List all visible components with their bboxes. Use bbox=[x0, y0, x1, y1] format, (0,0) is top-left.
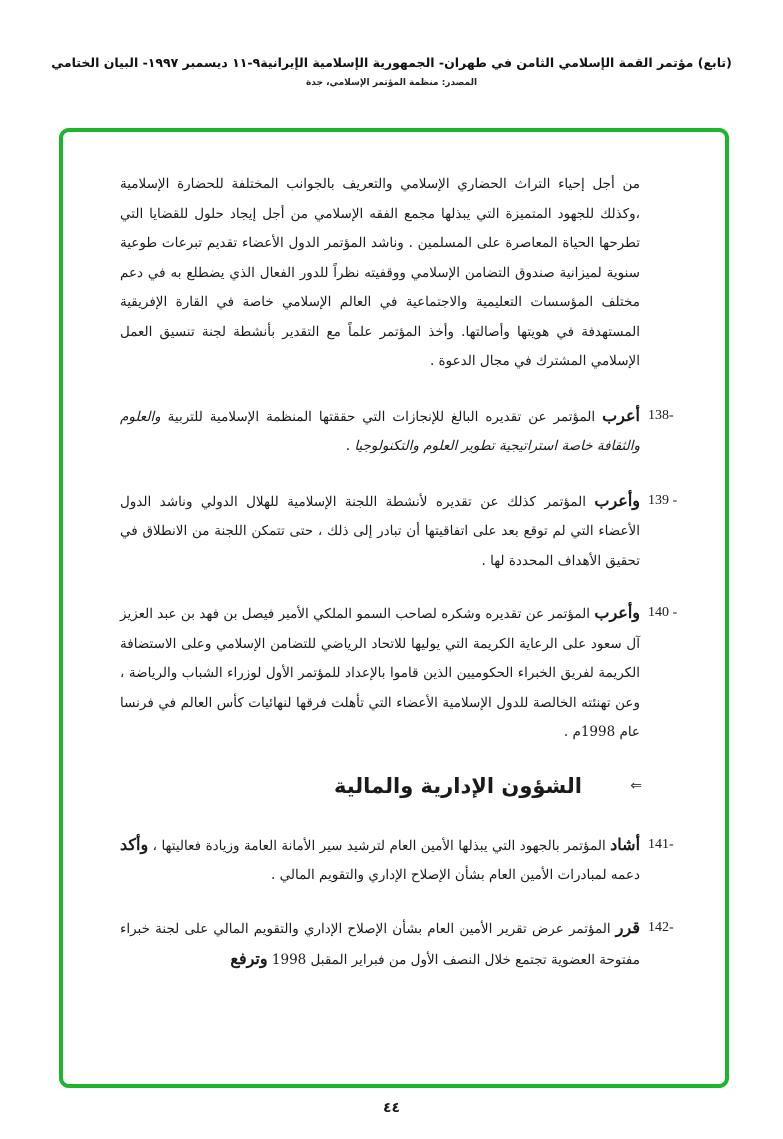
page-header bbox=[0, 55, 783, 88]
item-text: المؤتمر عرض تقرير الأمين العام بشأن الإصلاح الإداري والتقويم المالي على لجنة خبراء مفتوحة العضوية تجتمع خلال النصف الأول من فبراير المقبل 1998 bbox=[120, 920, 640, 968]
intro-paragraph: من أجل إحياء التراث الحضاري الإسلامي والتعريف بالجوانب المختلفة للحضارة الإسلامية ،وكذلك للجهود المتميزة التي يبذلها مجمع الفقه الإسلامي من أجل إيجاد حلول للقضايا التي تطرحها الحياة المعاصرة على المسلمين . وناشد المؤتمر الدول الأعضاء تقديم تبرعات طوعية سنوية لميزانية صندوق التضامن الإسلامي ووقفيته نظراً للدور الفعال الذي يضطلع به في دعم مختلف المؤسسات التعليمية والاجتماعية في العالم الإسلامي خاصة في القارة الإفريقية المستهدفة في هويتها وأصالتها. وأخذ المؤتمر علماً مع التقدير بأنشطة لجنة تنسيق العمل الإسلامي المشترك في مجال الدعوة . bbox=[120, 176, 640, 369]
item-text: المؤتمر عن تقديره وشكره لصاحب السمو الملكي الأمير فيصل بن فهد بن عبد العزيز آل سعود على الرعاية الكريمة التي يوليها للاتحاد الرياضي للتضامن الإسلامي وعلى الاستضافة الكريمة لفريق الخبراء الحكوميين الذين قاموا بالإعداد للمؤتمر الأول لوزراء الشباب والرياضة ، وعن تهنئته الخالصة للدول الإسلامية الأعضاء التي تأهلت فرقها لنهائيات كأس العالم في فرنسا عام 1998م . bbox=[120, 606, 640, 740]
resolution-141 bbox=[120, 830, 674, 891]
item-text: المؤتمر كذلك عن تقديره لأنشطة اللجنة الإسلامية للهلال الدولي وناشد الدول الأعضاء التي لم توقع بعد على اتفاقيتها أن تبادر إلى ذلك ، حتى تتمكن اللجنة من الانطلاق في تحقيق الأهداف المحددة لها . bbox=[120, 493, 640, 569]
page-number: ٤٤ bbox=[382, 1100, 401, 1116]
section-title: الشؤون الإدارية والمالية bbox=[333, 773, 582, 798]
item-number: 142- bbox=[648, 919, 674, 935]
item-number: 138- bbox=[648, 407, 674, 423]
resolution-139 bbox=[120, 486, 678, 577]
item-lead-word: أشاد bbox=[610, 834, 641, 854]
section-heading bbox=[120, 766, 642, 806]
document-source: المصدر: منظمة المؤتمر الإسلامي، جدة bbox=[305, 78, 478, 88]
item-text-2: دعمه لمبادرات الأمين العام بشأن الإصلاح الإداري والتقويم المالي . bbox=[271, 867, 640, 883]
document-body bbox=[120, 170, 678, 976]
resolution-142 bbox=[120, 913, 674, 976]
item-text: المؤتمر بالجهود التي يبذلها الأمين العام لترشيد سير الأمانة العامة وزيادة فعاليتها ، bbox=[152, 837, 611, 854]
item-lead-word: وأعرب bbox=[594, 490, 640, 510]
arrow-left-icon: ⇐ bbox=[630, 777, 642, 794]
item-lead-word: وأعرب bbox=[594, 603, 640, 622]
item-number: 141- bbox=[648, 836, 674, 852]
item-trailing-bold: وترفع bbox=[230, 949, 268, 968]
resolution-140 bbox=[120, 598, 678, 748]
item-lead-word-2: وأكد bbox=[120, 834, 149, 854]
item-number: 139 - bbox=[648, 492, 678, 508]
item-number: 140 - bbox=[648, 605, 678, 620]
resolution-138 bbox=[120, 401, 674, 462]
item-text-italic: والعلوم والثقافة خاصة استراتيجية تطوير العلوم والتكنولوجيا . bbox=[120, 408, 640, 454]
item-lead-word: أعرب bbox=[602, 405, 640, 425]
document-title: (تابع) مؤتمر القمة الإسلامي الثامن في طهران- الجمهورية الإسلامية الإيرانية٩-١١ ديسمبر ١٩٩٧- البيان الختامي bbox=[51, 55, 732, 70]
item-text: المؤتمر عن تقديره البالغ للإنجازات التي حققتها المنظمة الإسلامية للتربية bbox=[167, 408, 603, 425]
item-lead-word: قرر bbox=[615, 917, 640, 937]
